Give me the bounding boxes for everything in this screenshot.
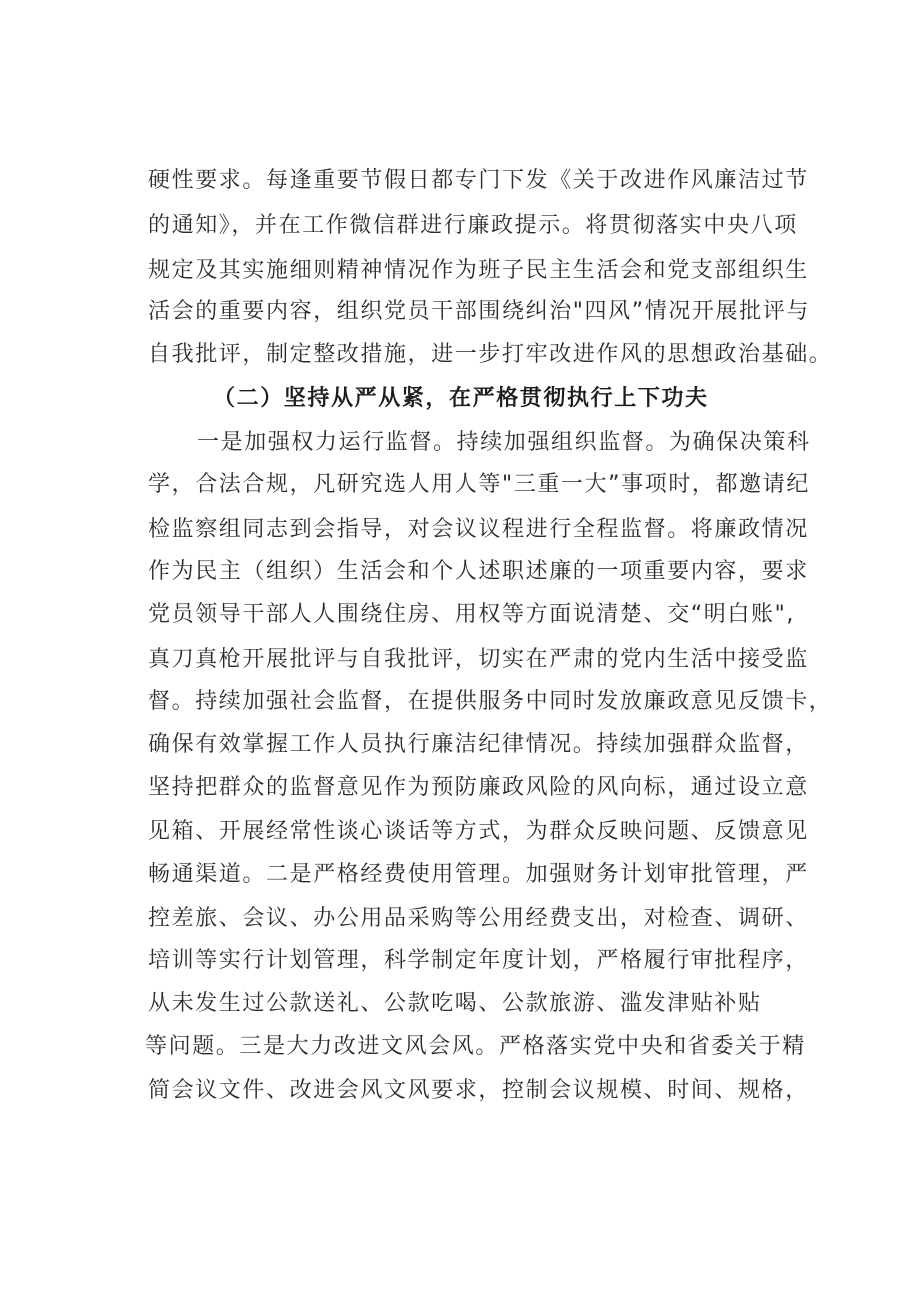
- text-line-14: 确保有效掌握工作人员执行廉洁纪律情况。持续加强群众监督，: [148, 732, 809, 757]
- section-heading: （二）坚持从严从紧，在严格贯彻执行上下功夫: [213, 386, 709, 411]
- text-line-19: 培训等实行计划管理，科学制定年度计划，严格履行审批程序，: [148, 948, 809, 973]
- text-line-20: 从未发生过公款送礼、公款吃喝、公款旅游、滥发津贴补贴: [148, 991, 762, 1016]
- text-line-2: 的通知》，并在工作微信群进行廉政提示。将贯彻落实中央八项: [148, 213, 798, 238]
- text-line-11: 党员领导干部人人围绕住房、用权等方面说清楚、交“明白账",: [148, 602, 795, 627]
- text-line-10: 作为民主（组织）生活会和个人述职述廉的一项重要内容，要求: [148, 559, 809, 584]
- text-line-15: 坚持把群众的监督意见作为预防廉政风险的风向标，通过设立意: [148, 775, 809, 800]
- text-line-4: 活会的重要内容，组织党员干部围绕纠治"四风”情况开展批评与: [148, 299, 810, 324]
- text-line-9: 检监察组同志到会指导，对会议议程进行全程监督。将廉政情况: [148, 517, 809, 542]
- text-line-12: 真刀真枪开展批评与自我批评，切实在严肃的党内生活中接受监: [148, 647, 809, 672]
- text-line-1: 硬性要求。每逢重要节假日都专门下发《关于改进作风廉洁过节: [148, 168, 809, 193]
- text-line-3: 规定及其实施细则精神情况作为班子民主生活会和党支部组织生: [148, 258, 809, 283]
- text-line-16: 见箱、开展经常性谈心谈话等方式，为群众反映问题、反馈意见: [148, 819, 809, 844]
- text-line-18: 控差旅、会议、办公用品采购等公用经费支出，对检查、调研、: [148, 906, 809, 931]
- text-line-21: 等问题。三是大力改进文风会风。严格落实党中央和省委关于精: [145, 1034, 806, 1059]
- text-line-8: 学，合法合规，凡研究选人用人等"三重一大”事项时，都邀请纪: [148, 472, 810, 497]
- text-line-5: 自我批评，制定整改措施，进一步打牢改进作风的思想政治基础。: [148, 342, 833, 367]
- text-line-17: 畅通渠道。二是严格经费使用管理。加强财务计划审批管理，严: [148, 862, 809, 887]
- text-line-22: 简会议文件、改进会风文风要求，控制会议规模、时间、规格，: [148, 1078, 809, 1103]
- text-line-13: 督。持续加强社会监督，在提供服务中同时发放廉政意见反馈卡，: [148, 689, 833, 714]
- text-line-7: 一是加强权力运行监督。持续加强组织监督。为确保决策科: [197, 430, 811, 455]
